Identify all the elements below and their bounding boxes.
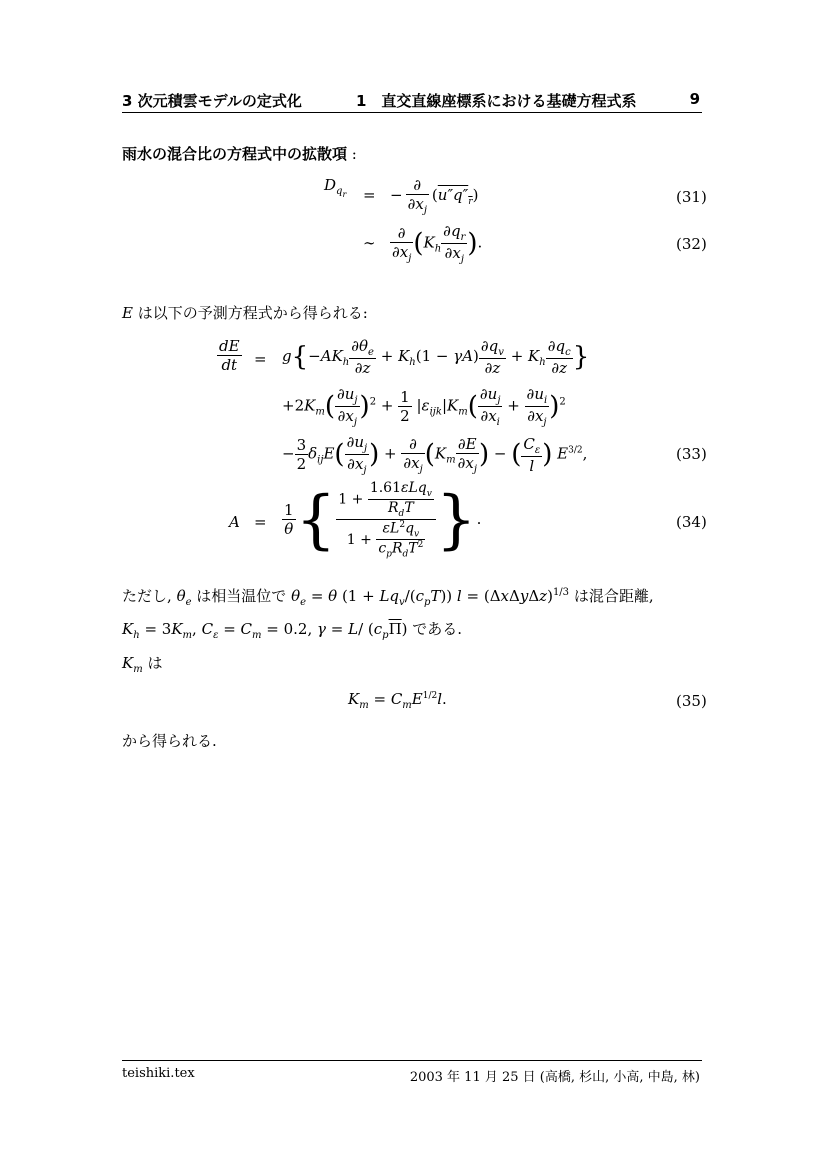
footer-date-authors: 2003 年 11 月 25 日 (高橋, 杉山, 小高, 中島, 林) bbox=[409, 1070, 700, 1085]
paragraph-e-equation bbox=[122, 302, 368, 324]
equation-31 bbox=[324, 176, 346, 199]
paragraph-text: は以下の予測方程式から得られる: bbox=[137, 304, 368, 322]
header-rule bbox=[122, 112, 702, 113]
eq31-rhs: − $\frac{\partial}{\partial x_j}$ $(u''q''_r)$ bbox=[390, 176, 479, 216]
paragraph-conclusion: から得られる. bbox=[122, 732, 217, 750]
eq34-rhs: $\frac{1}{\theta}$ { 1 + $\frac{1.61\varepsilon Lq_v}{R_dT}$ 1 + $\frac{\varepsilon L^2q_v}{c_pR_dT^2}$ }. bbox=[284, 480, 482, 560]
eq32-relation: ∼ bbox=[363, 234, 376, 252]
eq33-rhs-line1: $g\{-AK_h$ $\frac{\partial\theta_e}{\partial z}$ + $K_h(1 - \gamma A)$ $\frac{\partial q_v}{\partial z}$ + $K_h$ $\frac{\partial q_c}{\partial z}$ } bbox=[282, 337, 590, 377]
variable-e: E bbox=[122, 304, 133, 322]
section-title: 1 直交直線座標系における基礎方程式系 bbox=[356, 92, 637, 110]
eq33-rhs-line3: − $\frac{3}{2}$ $\delta_{ij}E$( $\frac{\partial u_j}{\partial x_j}$ ) + $\frac{\partial}{\partial x_j}$ ($K_m$ $\frac{\partial E}{\partial x_j}$ ) − ( $\frac{C_\varepsilon}{l}$ ) $E^{3/2}$, bbox=[282, 433, 588, 476]
eq33-number: (33) bbox=[676, 445, 707, 463]
eq34-lhs: A bbox=[229, 513, 240, 531]
definitions-line1: ただし, $\theta_e$ は相当温位で $\theta_e = \theta$ $(1 + Lq_v/(c_pT))$ $l = (\Delta x\Delta y\Delta z)^{1/3}$ は混合距離, bbox=[122, 587, 654, 608]
eq33-rhs-line2: $+2K_m$( $\frac{\partial u_j}{\partial x_j}$ )$^2$ + $\frac{1}{2}$ $|\varepsilon_{ijk}|K_m$( $\frac{\partial u_j}{\partial x_i}$ + $\frac{\partial u_i}{\partial x_j}$ )$^2$ bbox=[282, 385, 566, 428]
paragraph-diffusion-term bbox=[122, 143, 357, 165]
eq31-number: (31) bbox=[676, 188, 707, 206]
eq31-relation: = bbox=[363, 186, 376, 204]
eq33-lhs: $\frac{dE}{dt}$ bbox=[219, 337, 240, 374]
paragraph-colon: : bbox=[351, 145, 357, 163]
footer-filename: teishiki.tex bbox=[122, 1066, 195, 1081]
eq35-number: (35) bbox=[676, 692, 707, 710]
eq32-number: (32) bbox=[676, 235, 707, 253]
page-number: 9 bbox=[689, 90, 700, 108]
eq33-relation: = bbox=[254, 350, 267, 368]
footer-rule bbox=[122, 1060, 702, 1061]
paragraph-km: $K_m$ は bbox=[122, 654, 163, 675]
chapter-title: 3 次元積雲モデルの定式化 bbox=[122, 92, 302, 110]
paragraph-heading: 雨水の混合比の方程式中の拡散項 bbox=[122, 145, 348, 163]
eq34-relation: = bbox=[254, 513, 267, 531]
equation-35: $K_m = C_mE^{1/2}l$. bbox=[348, 690, 447, 711]
definitions-line2: $K_h = 3K_m$, $C_\varepsilon = C_m = 0.2$, γ = L/ $(c_p\overline{\Pi})$ である. bbox=[122, 620, 463, 641]
paragraph-definitions bbox=[122, 582, 712, 647]
eq31-lhs: $D_{q_r}$ bbox=[324, 176, 347, 199]
eq34-number: (34) bbox=[676, 513, 707, 531]
running-header bbox=[122, 90, 702, 112]
eq32-rhs: $\frac{\partial}{\partial x_j}$ ($K_h$ $\frac{\partial q_r}{\partial x_j}$ ). bbox=[392, 222, 483, 265]
